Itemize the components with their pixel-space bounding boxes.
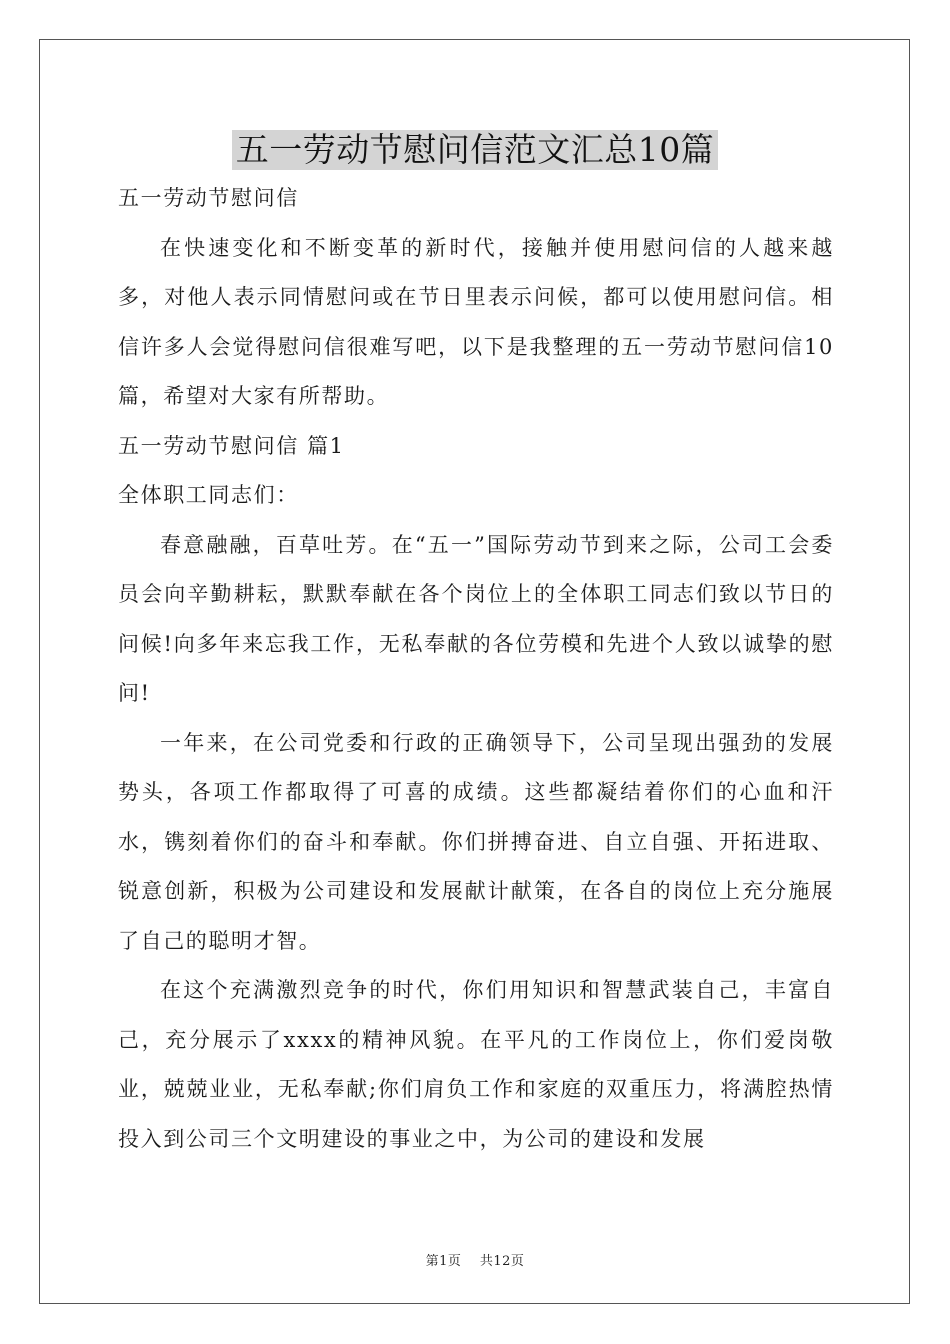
page-total: 共12页	[479, 1254, 525, 1269]
body-paragraph: 在这个充满激烈竞争的时代，你们用知识和智慧武装自己，丰富自己，充分展示了xxxx的精神风貌。在平凡的工作岗位上，你们爱岗敬业，兢兢业业，无私奉献;你们肩负工作和家庭的双重压力，将满腔热情投入到公司三个文明建设的事业之中，为公司的建设和发展	[118, 978, 834, 1151]
body-paragraph: 春意融融，百草吐芳。在“五一”国际劳动节到来之际，公司工会委员会向辛勤耕耘，默默奉献在各个岗位上的全体职工同志们致以节日的问候!向多年来忘我工作，无私奉献的各位劳模和先进个人致以诚挚的慰问!	[118, 532, 834, 705]
page-footer	[0, 1250, 950, 1269]
title-container	[0, 130, 950, 170]
page-number: 第1页	[425, 1254, 462, 1269]
intro-paragraph: 在快速变化和不断变革的新时代，接触并使用慰问信的人越来越多，对他人表示同情慰问或在节日里表示问候，都可以使用慰问信。相信许多人会觉得慰问信很难写吧，以下是我整理的五一劳动节慰问信10篇，希望对大家有所帮助。	[118, 235, 834, 408]
letter-heading: 五一劳动节慰问信 篇1	[118, 433, 345, 458]
document-body	[118, 174, 834, 1164]
salutation: 全体职工同志们：	[118, 483, 299, 507]
body-paragraph: 一年来，在公司党委和行政的正确领导下，公司呈现出强劲的发展势头，各项工作都取得了可喜的成绩。这些都凝结着你们的心血和汗水，镌刻着你们的奋斗和奉献。你们拼搏奋进、自立自强、开拓进取、锐意创新，积极为公司建设和发展献计献策，在各自的岗位上充分施展了自己的聪明才智。	[118, 730, 834, 953]
document-title: 五一劳动节慰问信范文汇总10篇	[232, 130, 719, 170]
section-heading: 五一劳动节慰问信	[118, 186, 299, 210]
